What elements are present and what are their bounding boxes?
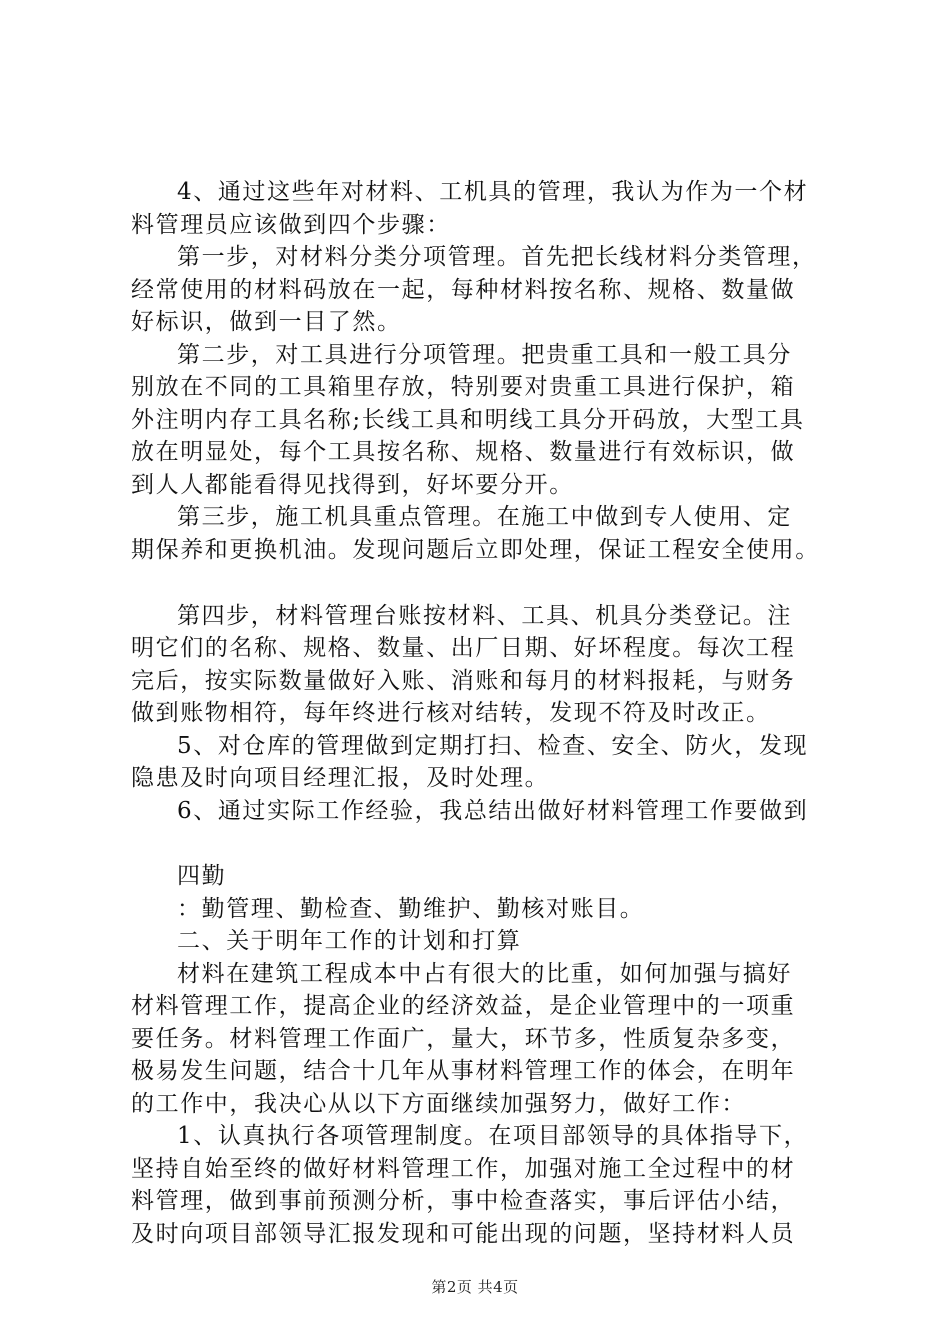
body-text-line: 放在明显处，每个工具按名称、规格、数量进行有效标识，做 bbox=[131, 439, 796, 465]
body-text-line: 坚持自始至终的做好材料管理工作，加强对施工全过程中的材 bbox=[131, 1156, 796, 1182]
body-text-line: 6、通过实际工作经验，我总结出做好材料管理工作要做到 bbox=[177, 798, 809, 824]
page-number-footer: 第2页 共4页 bbox=[431, 1278, 519, 1296]
body-text-line: 及时向项目部领导汇报发现和可能出现的问题，坚持材料人员 bbox=[131, 1221, 796, 1247]
body-text-line: 1、认真执行各项管理制度。在项目部领导的具体指导下， bbox=[177, 1123, 809, 1149]
body-text-line: 极易发生问题，结合十几年从事材料管理工作的体会，在明年 bbox=[131, 1058, 796, 1084]
body-text-line: 的工作中，我决心从以下方面继续加强努力，做好工作： bbox=[131, 1091, 746, 1117]
body-text-line: 做到账物相符，每年终进行核对结转，发现不符及时改正。 bbox=[131, 700, 771, 726]
body-text-line: 经常使用的材料码放在一起，每种材料按名称、规格、数量做 bbox=[131, 277, 796, 303]
body-text-line: 隐患及时向项目经理汇报，及时处理。 bbox=[131, 765, 550, 791]
body-text-line: 到人人都能看得见找得到，好坏要分开。 bbox=[131, 472, 574, 498]
body-text-line: 别放在不同的工具箱里存放，特别要对贵重工具进行保护，箱 bbox=[131, 374, 796, 400]
body-text-line: 材料在建筑工程成本中占有很大的比重，如何加强与搞好 bbox=[177, 961, 792, 987]
body-text-line: 第一步，对材料分类分项管理。首先把长线材料分类管理， bbox=[177, 244, 817, 270]
body-text-line: 明它们的名称、规格、数量、出厂日期、好坏程度。每次工程 bbox=[131, 635, 796, 661]
body-text-line: 四勤 bbox=[177, 863, 227, 889]
body-text-line: 完后，按实际数量做好入账、消账和每月的材料报耗，与财务 bbox=[131, 668, 796, 694]
body-text-line: 料管理，做到事前预测分析，事中检查落实，事后评估小结， bbox=[131, 1188, 796, 1214]
body-text-line: ：勤管理、勤检查、勤维护、勤核对账目。 bbox=[177, 896, 645, 922]
body-text-line: 外注明内存工具名称;长线工具和明线工具分开码放，大型工具 bbox=[131, 407, 805, 433]
body-text-line: 好标识，做到一目了然。 bbox=[131, 309, 402, 335]
body-text-line: 5、对仓库的管理做到定期打扫、检查、安全、防火，发现 bbox=[177, 733, 809, 759]
section-heading: 二、关于明年工作的计划和打算 bbox=[177, 928, 522, 954]
body-text-line: 要任务。材料管理工作面广，量大，环节多，性质复杂多变， bbox=[131, 1026, 796, 1052]
body-text-line: 第三步，施工机具重点管理。在施工中做到专人使用、定 bbox=[177, 504, 792, 530]
body-text-line: 材料管理工作，提高企业的经济效益，是企业管理中的一项重 bbox=[131, 993, 796, 1019]
body-text-line: 第二步，对工具进行分项管理。把贵重工具和一般工具分 bbox=[177, 342, 792, 368]
body-text-line: 第四步，材料管理台账按材料、工具、机具分类登记。注 bbox=[177, 603, 792, 629]
body-text-line: 料管理员应该做到四个步骤： bbox=[131, 212, 451, 238]
body-text-line: 期保养和更换机油。发现问题后立即处理，保证工程安全使用。 bbox=[131, 537, 820, 563]
body-text-line: 4、通过这些年对材料、工机具的管理，我认为作为一个材 bbox=[177, 179, 809, 205]
